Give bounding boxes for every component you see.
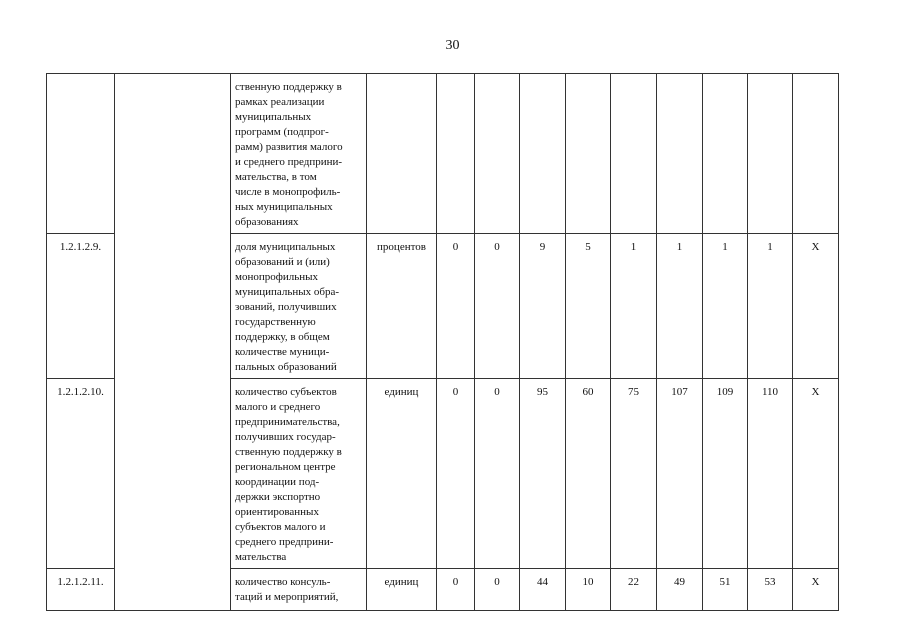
value-cell: 1: [748, 234, 793, 379]
unit-cell: процентов: [367, 234, 437, 379]
row-code: 1.2.1.2.11.: [47, 569, 115, 611]
value-cell: 95: [520, 379, 566, 569]
value-cell: 44: [520, 569, 566, 611]
value-cell: 1: [611, 234, 657, 379]
value-cell: 5: [566, 234, 611, 379]
value-cell: 1: [703, 234, 748, 379]
value-cell: Х: [793, 569, 839, 611]
value-cell: 51: [703, 569, 748, 611]
value-cell: 110: [748, 379, 793, 569]
indicator-name: доля муниципальных образований и (или) монопрофильных муниципальных обра- зований, получивших государственную поддержку, в общем количестве муници- пальных образований: [231, 234, 367, 379]
value-cell: 75: [611, 379, 657, 569]
value-cell: 109: [703, 379, 748, 569]
value-cell: [793, 74, 839, 234]
value-cell: [520, 74, 566, 234]
value-cell: [475, 74, 520, 234]
unit-cell: единиц: [367, 569, 437, 611]
value-cell: 0: [437, 234, 475, 379]
value-cell: [657, 74, 703, 234]
page-number: 30: [445, 38, 460, 53]
value-cell: [611, 74, 657, 234]
table-row: [47, 74, 839, 234]
value-cell: 1: [657, 234, 703, 379]
value-cell: 49: [657, 569, 703, 611]
value-cell: 60: [566, 379, 611, 569]
value-cell: 22: [611, 569, 657, 611]
value-cell: 107: [657, 379, 703, 569]
value-cell: 9: [520, 234, 566, 379]
row-code: 1.2.1.2.10.: [47, 379, 115, 569]
unit-cell: [367, 74, 437, 234]
value-cell: [703, 74, 748, 234]
value-cell: 0: [437, 569, 475, 611]
unit-cell: единиц: [367, 379, 437, 569]
value-cell: 53: [748, 569, 793, 611]
merged-description-cell: [115, 74, 231, 611]
value-cell: [566, 74, 611, 234]
row-code: 1.2.1.2.9.: [47, 234, 115, 379]
value-cell: Х: [793, 234, 839, 379]
indicator-name: количество субъектов малого и среднего предпринимательства, получивших государ- ственную поддержку в региональном центре координации под- держки экспортно ориентированных субъектов малого и среднего предприни- мательства: [231, 379, 367, 569]
value-cell: 0: [437, 379, 475, 569]
value-cell: [437, 74, 475, 234]
indicator-name: количество консуль- таций и мероприятий,: [231, 569, 367, 611]
value-cell: Х: [793, 379, 839, 569]
row-code: [47, 74, 115, 234]
value-cell: 0: [475, 569, 520, 611]
value-cell: 10: [566, 569, 611, 611]
value-cell: [748, 74, 793, 234]
value-cell: 0: [475, 234, 520, 379]
indicator-name: ственную поддержку в рамках реализации муниципальных программ (подпрог- рамм) развития малого и среднего предприни- мательства, в том числе в монопрофиль- ных муниципальных образованиях: [231, 74, 367, 234]
indicators-table: [46, 73, 839, 611]
value-cell: 0: [475, 379, 520, 569]
